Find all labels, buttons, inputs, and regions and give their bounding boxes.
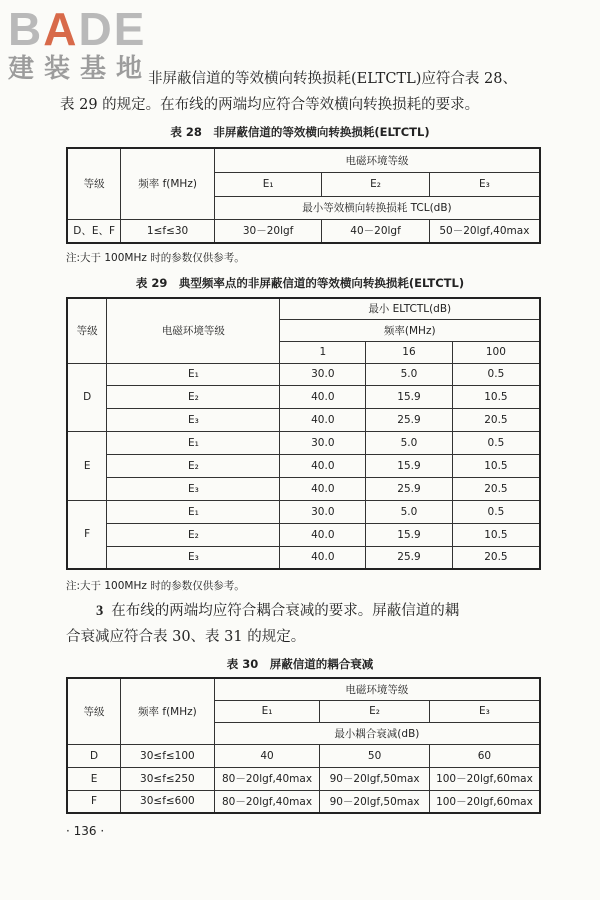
t28-env: E₃ <box>429 172 540 196</box>
t29-cell: 40.0 <box>280 454 366 477</box>
t29-cell: 0.5 <box>452 431 540 454</box>
para3-line-1 <box>96 598 551 624</box>
t29-freq: 100 <box>452 341 540 363</box>
t29-cell: 15.9 <box>366 385 453 408</box>
t30-h-sub: 最小耦合衰减(dB) <box>214 722 540 744</box>
intro-text-1: 非屏蔽信道的等效横向转换损耗(ELTCTL)应符合表 28、 <box>148 71 517 87</box>
table29-caption: 表 29 典型频率点的非屏蔽信道的等效横向转换损耗(ELTCTL) <box>135 276 465 290</box>
table-row <box>67 385 540 408</box>
t29-freq: 1 <box>280 341 366 363</box>
t28-cell: 40－20lgf <box>322 219 429 243</box>
t29-grade: F <box>67 500 107 569</box>
t29-cell: 20.5 <box>452 477 540 500</box>
t29-env: E₃ <box>107 408 280 431</box>
t29-grade: E <box>67 431 107 500</box>
t29-cell: 30.0 <box>280 363 366 385</box>
t30-freq: 30≤f≤100 <box>121 744 215 767</box>
logo-brand-cn: 建装基地 <box>8 54 153 84</box>
t29-cell: 10.5 <box>452 523 540 546</box>
t30-grade: F <box>67 790 121 813</box>
page-number: · 136 · <box>66 824 105 838</box>
t29-cell: 5.0 <box>366 431 453 454</box>
t29-cell: 0.5 <box>452 500 540 523</box>
t28-cell: 30－20lgf <box>214 219 321 243</box>
t30-cell: 60 <box>429 744 540 767</box>
t30-grade: E <box>67 767 121 790</box>
table-row <box>67 408 540 431</box>
t29-cell: 20.5 <box>452 408 540 431</box>
t29-env: E₃ <box>107 546 280 569</box>
t30-h-freq: 频率 f(MHz) <box>121 678 215 744</box>
para3-text-1: 在布线的两端均应符合耦合衰减的要求。屏蔽信道的耦 <box>111 603 460 619</box>
t29-cell: 0.5 <box>452 363 540 385</box>
t30-freq: 30≤f≤250 <box>121 767 215 790</box>
t30-cell: 100－20lgf,60max <box>429 790 540 813</box>
t30-env: E₂ <box>320 700 430 722</box>
table29-note: 注:大于 100MHz 时的参数仅供参考。 <box>66 580 245 592</box>
table-row <box>67 767 540 790</box>
t30-env: E₃ <box>429 700 540 722</box>
t30-h-env: 电磁环境等级 <box>214 678 540 700</box>
t30-grade: D <box>67 744 121 767</box>
t28-env: E₂ <box>322 172 429 196</box>
t29-grade: D <box>67 363 107 431</box>
t29-cell: 5.0 <box>366 363 453 385</box>
t28-cell-freq: 1≤f≤30 <box>121 219 215 243</box>
para3-number: 3 <box>96 603 104 619</box>
t30-cell: 40 <box>214 744 320 767</box>
t29-cell: 15.9 <box>366 454 453 477</box>
t30-cell: 90－20lgf,50max <box>320 767 430 790</box>
t29-cell: 40.0 <box>280 546 366 569</box>
table30-caption: 表 30 屏蔽信道的耦合衰减 <box>226 657 374 671</box>
t30-cell: 100－20lgf,60max <box>429 767 540 790</box>
t30-cell: 80－20lgf,40max <box>214 790 320 813</box>
table-row <box>67 744 540 767</box>
table28-note: 注:大于 100MHz 时的参数仅供参考。 <box>66 252 245 264</box>
t30-cell: 90－20lgf,50max <box>320 790 430 813</box>
t28-cell: 50－20lgf,40max <box>429 219 540 243</box>
table29 <box>66 297 541 570</box>
t29-cell: 5.0 <box>366 500 453 523</box>
t30-h-grade: 等级 <box>67 678 121 744</box>
t30-cell: 50 <box>320 744 430 767</box>
t29-h-env: 电磁环境等级 <box>107 298 280 363</box>
t30-env: E₁ <box>214 700 320 722</box>
table-row <box>67 523 540 546</box>
table28 <box>66 147 541 244</box>
table-row <box>67 431 540 454</box>
t29-cell: 25.9 <box>366 546 453 569</box>
t29-cell: 25.9 <box>366 408 453 431</box>
t29-cell: 40.0 <box>280 385 366 408</box>
t30-cell: 80－20lgf,40max <box>214 767 320 790</box>
t29-h-freq: 频率(MHz) <box>280 319 540 341</box>
t29-env: E₂ <box>107 454 280 477</box>
t29-cell: 10.5 <box>452 385 540 408</box>
t29-cell: 40.0 <box>280 477 366 500</box>
t29-cell: 30.0 <box>280 500 366 523</box>
t30-freq: 30≤f≤600 <box>121 790 215 813</box>
t29-env: E₁ <box>107 431 280 454</box>
intro-line-2: 表 29 的规定。在布线的两端均应符合等效横向转换损耗的要求。 <box>60 97 480 113</box>
table28-caption: 表 28 非屏蔽信道的等效横向转换损耗(ELTCTL) <box>170 125 430 139</box>
table-row <box>67 454 540 477</box>
t29-h-grade: 等级 <box>67 298 107 363</box>
t29-cell: 40.0 <box>280 523 366 546</box>
intro-line-1 <box>148 66 558 92</box>
t28-env: E₁ <box>214 172 321 196</box>
table-row <box>67 500 540 523</box>
table-row <box>67 219 540 243</box>
t29-cell: 15.9 <box>366 523 453 546</box>
logo-brand: BADE <box>8 3 147 55</box>
t29-freq: 16 <box>366 341 453 363</box>
t29-cell: 25.9 <box>366 477 453 500</box>
t29-env: E₂ <box>107 523 280 546</box>
table-row <box>67 546 540 569</box>
t29-cell: 20.5 <box>452 546 540 569</box>
t29-env: E₁ <box>107 363 280 385</box>
t28-cell-grade: D、E、F <box>67 219 121 243</box>
t28-h-grade: 等级 <box>67 148 121 219</box>
para3-line-2: 合衰减应符合表 30、表 31 的规定。 <box>66 629 306 645</box>
table-row <box>67 477 540 500</box>
t29-cell: 10.5 <box>452 454 540 477</box>
t29-env: E₃ <box>107 477 280 500</box>
t29-env: E₂ <box>107 385 280 408</box>
t29-cell: 40.0 <box>280 408 366 431</box>
t29-cell: 30.0 <box>280 431 366 454</box>
t29-env: E₁ <box>107 500 280 523</box>
table30 <box>66 677 541 814</box>
t28-h-freq: 频率 f(MHz) <box>121 148 215 219</box>
t29-h-min: 最小 ELTCTL(dB) <box>280 298 540 319</box>
t28-h-env: 电磁环境等级 <box>214 148 540 172</box>
table-row <box>67 363 540 385</box>
table-row <box>67 790 540 813</box>
t28-h-sub: 最小等效横向转换损耗 TCL(dB) <box>214 196 540 219</box>
